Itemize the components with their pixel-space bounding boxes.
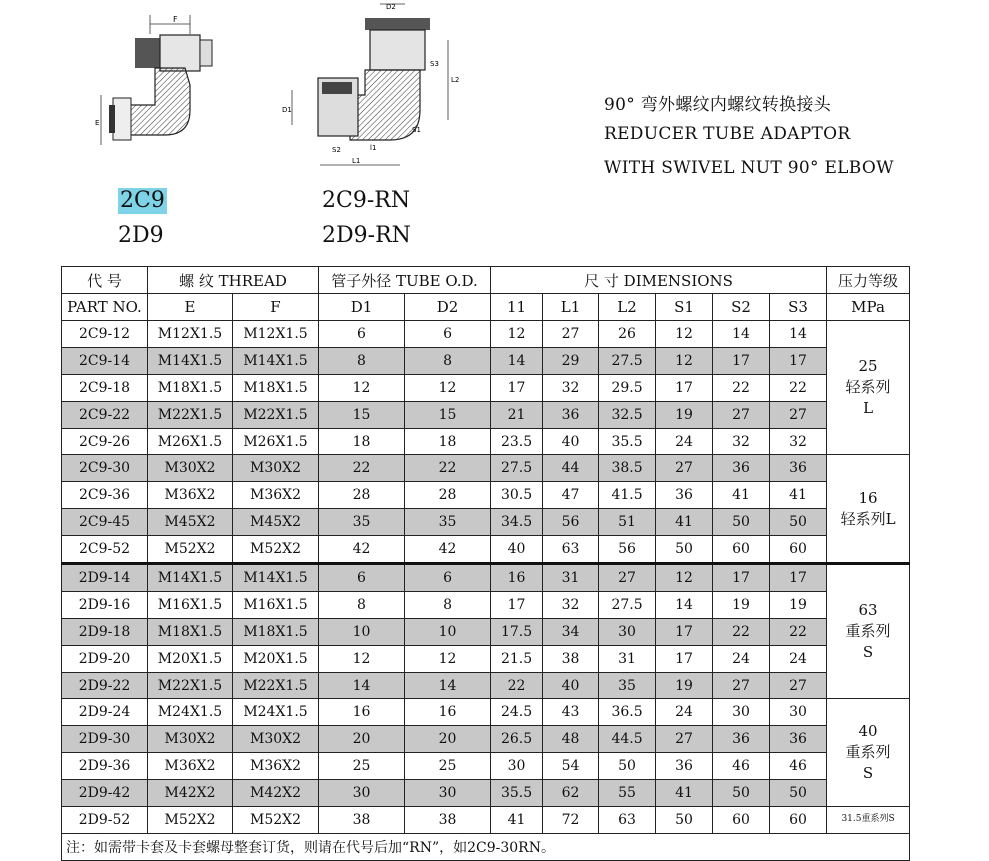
table-cell: 38.5 [599,455,656,482]
pressure-value: 63 [858,601,878,620]
header-d1: D1 [319,294,405,321]
table-cell: 35 [405,509,491,536]
table-cell: M24X1.5 [233,699,319,726]
table-cell: 55 [599,780,656,807]
table-cell: 35 [599,672,656,699]
table-row [62,753,910,780]
table-cell: 22 [770,618,827,645]
table-cell: 29 [543,347,599,374]
spec-table [61,266,910,861]
table-cell: 27 [713,672,770,699]
table-cell: 17 [770,347,827,374]
table-cell: M52X2 [148,807,233,834]
table-cell: 30 [599,618,656,645]
table-cell: 12 [656,564,713,592]
table-cell: 22 [713,374,770,401]
table-cell: M42X2 [233,780,319,807]
header-row-1 [62,267,910,294]
header-e: E [148,294,233,321]
table-row [62,536,910,564]
table-cell: 12 [491,321,543,348]
table-cell: M14X1.5 [233,564,319,592]
table-cell: 26 [599,321,656,348]
table-cell: M36X2 [148,753,233,780]
table-cell: 56 [599,536,656,564]
pressure-class-p1 [827,321,910,455]
table-cell: 2D9-14 [62,564,148,592]
table-cell: 26.5 [491,726,543,753]
label-f: F [173,15,178,24]
table-cell: 35.5 [491,780,543,807]
table-cell: 2C9-12 [62,321,148,348]
table-cell: 36 [770,726,827,753]
table-cell: 27.5 [599,347,656,374]
table-cell: 12 [319,645,405,672]
table-cell: 8 [319,347,405,374]
header-l2: L2 [599,294,656,321]
table-cell: M24X1.5 [148,699,233,726]
header-mpa: MPa [827,294,910,321]
table-cell: 15 [405,401,491,428]
table-cell: 41 [770,482,827,509]
table-cell: 2D9-20 [62,645,148,672]
header-thread: 螺 纹 THREAD [148,267,319,294]
table-cell: 20 [319,726,405,753]
table-row [62,780,910,807]
table-cell: 17.5 [491,618,543,645]
table-cell: 2C9-14 [62,347,148,374]
table-row [62,591,910,618]
table-cell: M36X2 [148,482,233,509]
table-cell: 14 [656,591,713,618]
table-cell: 14 [491,347,543,374]
table-cell: 6 [405,564,491,592]
model-2d9-rn: 2D9-RN [322,223,411,248]
label-d1: D1 [282,106,292,114]
table-cell: 2D9-22 [62,672,148,699]
header-s2: S2 [713,294,770,321]
label-s1: S1 [412,126,421,134]
table-cell: 40 [491,536,543,564]
table-cell: 22 [713,618,770,645]
table-cell: 18 [319,428,405,455]
table-row [62,347,910,374]
table-row [62,321,910,348]
table-cell: 2C9-18 [62,374,148,401]
table-cell: 31 [543,564,599,592]
order-note: 注：如需带卡套及卡套螺母整套订货，则请在代号后加“RN”，如2C9-30RN。 [62,833,910,860]
header-pressure: 压力等级 [827,267,910,294]
table-cell: 25 [319,753,405,780]
table-cell: 16 [405,699,491,726]
table-cell: M14X1.5 [148,564,233,592]
table-cell: 17 [713,347,770,374]
pressure-value: 16 [858,488,878,507]
table-cell: 17 [713,564,770,592]
pressure-series: 重系列 [845,622,891,641]
header-l1: L1 [543,294,599,321]
table-cell: M22X1.5 [148,401,233,428]
table-cell: M22X1.5 [148,672,233,699]
table-cell: 27.5 [599,591,656,618]
header-row-2 [62,294,910,321]
table-cell: 60 [770,807,827,834]
table-row [62,807,910,834]
table-cell: 50 [713,780,770,807]
table-cell: 2D9-30 [62,726,148,753]
table-cell: 2C9-30 [62,455,148,482]
table-cell: M52X2 [233,536,319,564]
title-english-line2: WITH SWIVEL NUT 90° ELBOW [604,158,894,178]
table-cell: 72 [543,807,599,834]
table-cell: 19 [656,401,713,428]
table-cell: 12 [656,321,713,348]
table-cell: 41 [491,807,543,834]
table-cell: 18 [405,428,491,455]
table-cell: 36 [656,753,713,780]
table-cell: 60 [770,536,827,564]
table-row [62,455,910,482]
table-cell: 24.5 [491,699,543,726]
table-cell: 28 [405,482,491,509]
table-cell: 41 [713,482,770,509]
table-cell: 22 [319,455,405,482]
table-cell: 30 [491,753,543,780]
table-cell: 47 [543,482,599,509]
table-cell: 38 [543,645,599,672]
label-e: E [95,119,100,127]
table-cell: 27.5 [491,455,543,482]
table-cell: 50 [656,807,713,834]
table-cell: 21.5 [491,645,543,672]
pressure-letter: S [862,764,874,783]
table-cell: 48 [543,726,599,753]
table-cell: 54 [543,753,599,780]
table-row [62,618,910,645]
table-cell: 34.5 [491,509,543,536]
table-cell: M36X2 [233,482,319,509]
table-cell: 25 [405,753,491,780]
label-d2: D2 [386,3,396,11]
table-cell: 60 [713,807,770,834]
header-part-no: PART NO. [62,294,148,321]
label-l1-small: l1 [370,144,377,152]
table-cell: 16 [491,564,543,592]
header-s3: S3 [770,294,827,321]
table-cell: 36 [713,726,770,753]
table-cell: M26X1.5 [233,428,319,455]
table-cell: 41 [656,509,713,536]
table-cell: 40 [543,428,599,455]
table-cell: 2C9-45 [62,509,148,536]
table-cell: 36.5 [599,699,656,726]
table-cell: 2D9-42 [62,780,148,807]
table-cell: 38 [405,807,491,834]
table-cell: 50 [770,780,827,807]
table-cell: 22 [770,374,827,401]
drawing-2c9-rn-elbow [270,0,470,175]
table-cell: 17 [656,374,713,401]
model-2d9: 2D9 [118,223,164,248]
table-cell: M18X1.5 [233,618,319,645]
label-l1: L1 [352,157,361,165]
table-cell: 34 [543,618,599,645]
table-cell: 32 [713,428,770,455]
table-cell: 10 [405,618,491,645]
table-cell: 62 [543,780,599,807]
note-row [62,833,910,860]
table-cell: 8 [405,347,491,374]
table-cell: 63 [543,536,599,564]
table-cell: M16X1.5 [233,591,319,618]
table-cell: 17 [491,374,543,401]
table-cell: M22X1.5 [233,401,319,428]
table-cell: 2C9-36 [62,482,148,509]
table-cell: 30 [319,780,405,807]
table-cell: M42X2 [148,780,233,807]
table-cell: 27 [770,401,827,428]
table-cell: 24 [656,699,713,726]
table-cell: 41.5 [599,482,656,509]
table-cell: 8 [405,591,491,618]
table-cell: M36X2 [233,753,319,780]
pressure-letter: L [863,399,874,418]
table-cell: 6 [319,564,405,592]
table-cell: M52X2 [233,807,319,834]
table-cell: 6 [319,321,405,348]
table-cell: 46 [770,753,827,780]
table-row [62,482,910,509]
header-dimensions: 尺 寸 DIMENSIONS [491,267,827,294]
table-cell: 41 [656,780,713,807]
table-cell: M14X1.5 [233,347,319,374]
table-cell: M30X2 [148,726,233,753]
table-cell: M18X1.5 [233,374,319,401]
table-cell: M16X1.5 [148,591,233,618]
header-f: F [233,294,319,321]
label-s2: S2 [332,146,341,154]
table-cell: 2D9-52 [62,807,148,834]
table-cell: 19 [770,591,827,618]
table-cell: 51 [599,509,656,536]
table-cell: 2C9-22 [62,401,148,428]
table-cell: 30 [713,699,770,726]
table-cell: 24 [656,428,713,455]
table-row [62,509,910,536]
table-cell: M30X2 [148,455,233,482]
table-cell: 24 [713,645,770,672]
table-cell: 36 [543,401,599,428]
table-cell: M26X1.5 [148,428,233,455]
table-cell: 42 [319,536,405,564]
table-cell: M22X1.5 [233,672,319,699]
table-cell: 56 [543,509,599,536]
model-2c9: 2C9 [120,188,165,213]
table-cell: 17 [656,645,713,672]
table-cell: 27 [656,726,713,753]
table-cell: 2D9-36 [62,753,148,780]
table-cell: M45X2 [148,509,233,536]
table-cell: 32 [770,428,827,455]
table-row [62,699,910,726]
pressure-text: 31.5重系列S [841,814,895,825]
table-cell: 15 [319,401,405,428]
table-cell: 22 [491,672,543,699]
header-tube: 管子外径 TUBE O.D. [319,267,491,294]
table-cell: 12 [319,374,405,401]
table-cell: M30X2 [233,455,319,482]
table-cell: M18X1.5 [148,374,233,401]
table-cell: 2C9-26 [62,428,148,455]
table-cell: 30 [770,699,827,726]
table-cell: 44.5 [599,726,656,753]
table-row [62,726,910,753]
pressure-value: 40 [858,722,878,741]
table-cell: 36 [770,455,827,482]
table-cell: M18X1.5 [148,618,233,645]
table-cell: 12 [405,645,491,672]
table-row [62,374,910,401]
table-cell: 17 [656,618,713,645]
table-cell: M12X1.5 [233,321,319,348]
pressure-class-p5 [827,807,910,834]
table-cell: M52X2 [148,536,233,564]
table-cell: 19 [656,672,713,699]
table-cell: 32.5 [599,401,656,428]
table-cell: 36 [656,482,713,509]
table-cell: 2D9-18 [62,618,148,645]
table-row [62,672,910,699]
table-cell: 50 [713,509,770,536]
table-row [62,401,910,428]
table-cell: 40 [543,672,599,699]
pressure-series: 轻系列L [840,509,896,528]
table-cell: 46 [713,753,770,780]
table-cell: 14 [405,672,491,699]
pressure-series: 重系列 [845,743,891,762]
label-s3: S3 [430,60,439,68]
model-2c9-rn: 2C9-RN [322,188,411,213]
table-cell: 14 [319,672,405,699]
table-cell: 27 [543,321,599,348]
table-row [62,564,910,592]
header-d2: D2 [405,294,491,321]
table-cell: 32 [543,374,599,401]
pressure-class-p3 [827,564,910,699]
table-cell: 30.5 [491,482,543,509]
table-cell: 38 [319,807,405,834]
table-cell: 14 [770,321,827,348]
table-cell: M20X1.5 [233,645,319,672]
table-cell: 42 [405,536,491,564]
table-cell: M20X1.5 [148,645,233,672]
table-cell: 30 [405,780,491,807]
table-cell: 22 [405,455,491,482]
table-cell: M14X1.5 [148,347,233,374]
table-cell: 2C9-52 [62,536,148,564]
table-cell: 20 [405,726,491,753]
table-cell: 8 [319,591,405,618]
pressure-letter: S [862,643,874,662]
table-cell: M45X2 [233,509,319,536]
table-cell: 12 [656,347,713,374]
table-cell: 17 [770,564,827,592]
table-cell: 27 [770,672,827,699]
table-cell: 32 [543,591,599,618]
table-cell: 12 [405,374,491,401]
drawing-2c9-elbow [95,10,245,160]
table-cell: 10 [319,618,405,645]
table-cell: 35.5 [599,428,656,455]
table-cell: 14 [713,321,770,348]
table-cell: 28 [319,482,405,509]
table-cell: 27 [656,455,713,482]
table-cell: 6 [405,321,491,348]
table-cell: 60 [713,536,770,564]
table-cell: 50 [599,753,656,780]
table-cell: 27 [713,401,770,428]
pressure-class-p4 [827,699,910,807]
table-cell: 16 [319,699,405,726]
table-cell: M12X1.5 [148,321,233,348]
table-cell: 24 [770,645,827,672]
table-cell: 29.5 [599,374,656,401]
table-cell: 2D9-16 [62,591,148,618]
header-code: 代 号 [62,267,148,294]
table-cell: 23.5 [491,428,543,455]
header-s1: S1 [656,294,713,321]
pressure-class-p2 [827,455,910,564]
table-cell: 17 [491,591,543,618]
title-english-line1: REDUCER TUBE ADAPTOR [604,124,851,144]
table-cell: M30X2 [233,726,319,753]
table-row [62,645,910,672]
table-cell: 2D9-24 [62,699,148,726]
label-l2: L2 [451,76,460,84]
table-row [62,428,910,455]
pressure-series: 轻系列 [845,378,891,397]
table-cell: 27 [599,564,656,592]
table-cell: 35 [319,509,405,536]
table-cell: 50 [656,536,713,564]
table-cell: 43 [543,699,599,726]
header-l1-small: 11 [491,294,543,321]
table-cell: 44 [543,455,599,482]
title-chinese: 90° 弯外螺纹内螺纹转换接头 [604,95,832,115]
pressure-value: 25 [858,357,878,376]
table-cell: 36 [713,455,770,482]
table-cell: 63 [599,807,656,834]
table-cell: 19 [713,591,770,618]
table-cell: 21 [491,401,543,428]
table-cell: 31 [599,645,656,672]
table-cell: 50 [770,509,827,536]
